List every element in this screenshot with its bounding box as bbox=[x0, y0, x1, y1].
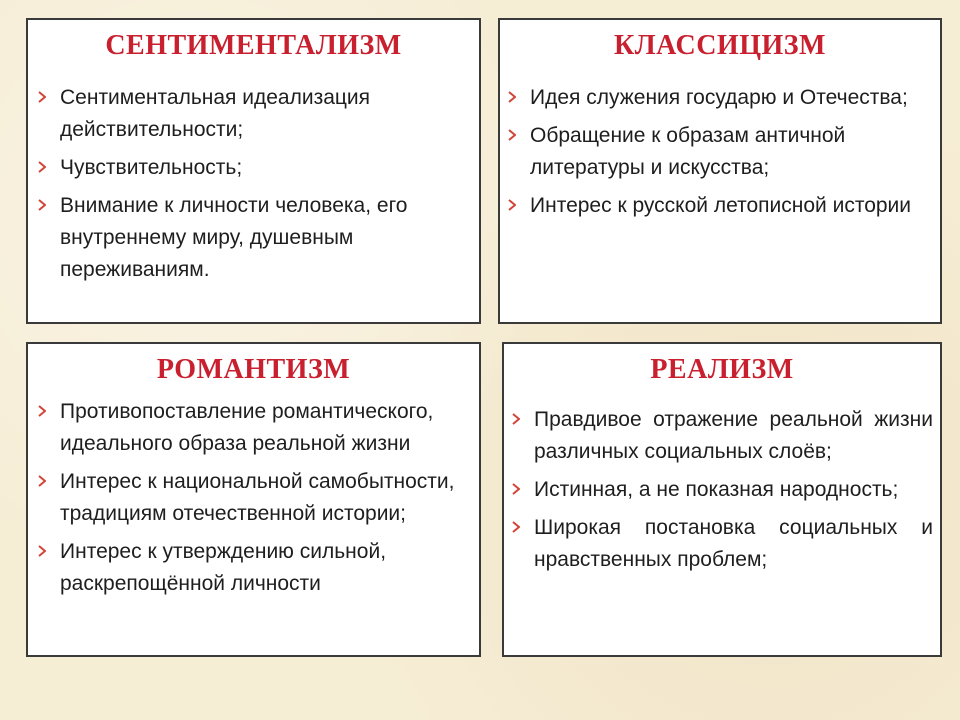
list-item bbox=[34, 82, 444, 146]
chevron-right-icon bbox=[512, 413, 520, 425]
card-title-romanticism: РОМАНТИЗМ bbox=[156, 354, 351, 385]
list-item bbox=[508, 404, 933, 468]
item-list-realism bbox=[508, 404, 933, 582]
chevron-right-icon bbox=[38, 475, 46, 487]
card-sentimentalism bbox=[26, 18, 481, 324]
list-item bbox=[34, 536, 415, 600]
card-title-realism: РЕАЛИЗМ bbox=[650, 354, 794, 385]
chevron-right-icon bbox=[512, 521, 520, 533]
card-realism bbox=[502, 342, 942, 657]
chevron-right-icon bbox=[38, 545, 46, 557]
item-text: Идея служения государю и Отечества; bbox=[530, 86, 908, 109]
item-text: Широкая постановка социальных и нравственных проблем; bbox=[534, 516, 933, 571]
item-text: Сентиментальная идеализация действительности; bbox=[60, 86, 371, 141]
chevron-right-icon bbox=[38, 405, 46, 417]
chevron-right-icon bbox=[512, 483, 520, 495]
item-list-sentimentalism bbox=[34, 82, 444, 292]
chevron-right-icon bbox=[38, 161, 46, 173]
chevron-right-icon bbox=[38, 91, 46, 103]
list-item bbox=[34, 466, 480, 530]
item-text: Правдивое отражение реальной жизни различных социальных слоёв; bbox=[534, 408, 933, 463]
list-item bbox=[34, 396, 455, 460]
item-text: Интерес к национальной самобытности, традициям отечественной истории; bbox=[60, 470, 455, 525]
list-item bbox=[504, 120, 870, 184]
item-list-romanticism bbox=[34, 396, 474, 606]
card-title-sentimentalism: СЕНТИМЕНТАЛИЗМ bbox=[105, 30, 402, 61]
item-text: Чувствительность; bbox=[60, 156, 243, 179]
list-item bbox=[34, 190, 440, 286]
chevron-right-icon bbox=[508, 91, 516, 103]
list-item bbox=[504, 82, 934, 114]
item-text: Обращение к образам античной литературы и искусства; bbox=[530, 124, 846, 179]
item-text: Внимание к личности человека, его внутреннему миру, душевным переживаниям. bbox=[60, 194, 408, 281]
chevron-right-icon bbox=[508, 199, 516, 211]
list-item bbox=[504, 190, 934, 222]
list-item bbox=[508, 474, 933, 506]
card-title-classicism: КЛАССИЦИЗМ bbox=[614, 30, 826, 61]
chevron-right-icon bbox=[508, 129, 516, 141]
list-item bbox=[34, 152, 444, 184]
item-list-classicism bbox=[504, 82, 934, 228]
item-text: Истинная, а не показная народность; bbox=[534, 478, 899, 501]
chevron-right-icon bbox=[38, 199, 46, 211]
item-text: Интерес к утверждению сильной, раскрепощённой личности bbox=[60, 540, 387, 595]
item-text: Интерес к русской летописной истории bbox=[530, 194, 912, 217]
card-classicism bbox=[498, 18, 942, 324]
list-item bbox=[508, 512, 933, 576]
card-romanticism bbox=[26, 342, 481, 657]
item-text: Противопоставление романтического, идеального образа реальной жизни bbox=[60, 400, 434, 455]
